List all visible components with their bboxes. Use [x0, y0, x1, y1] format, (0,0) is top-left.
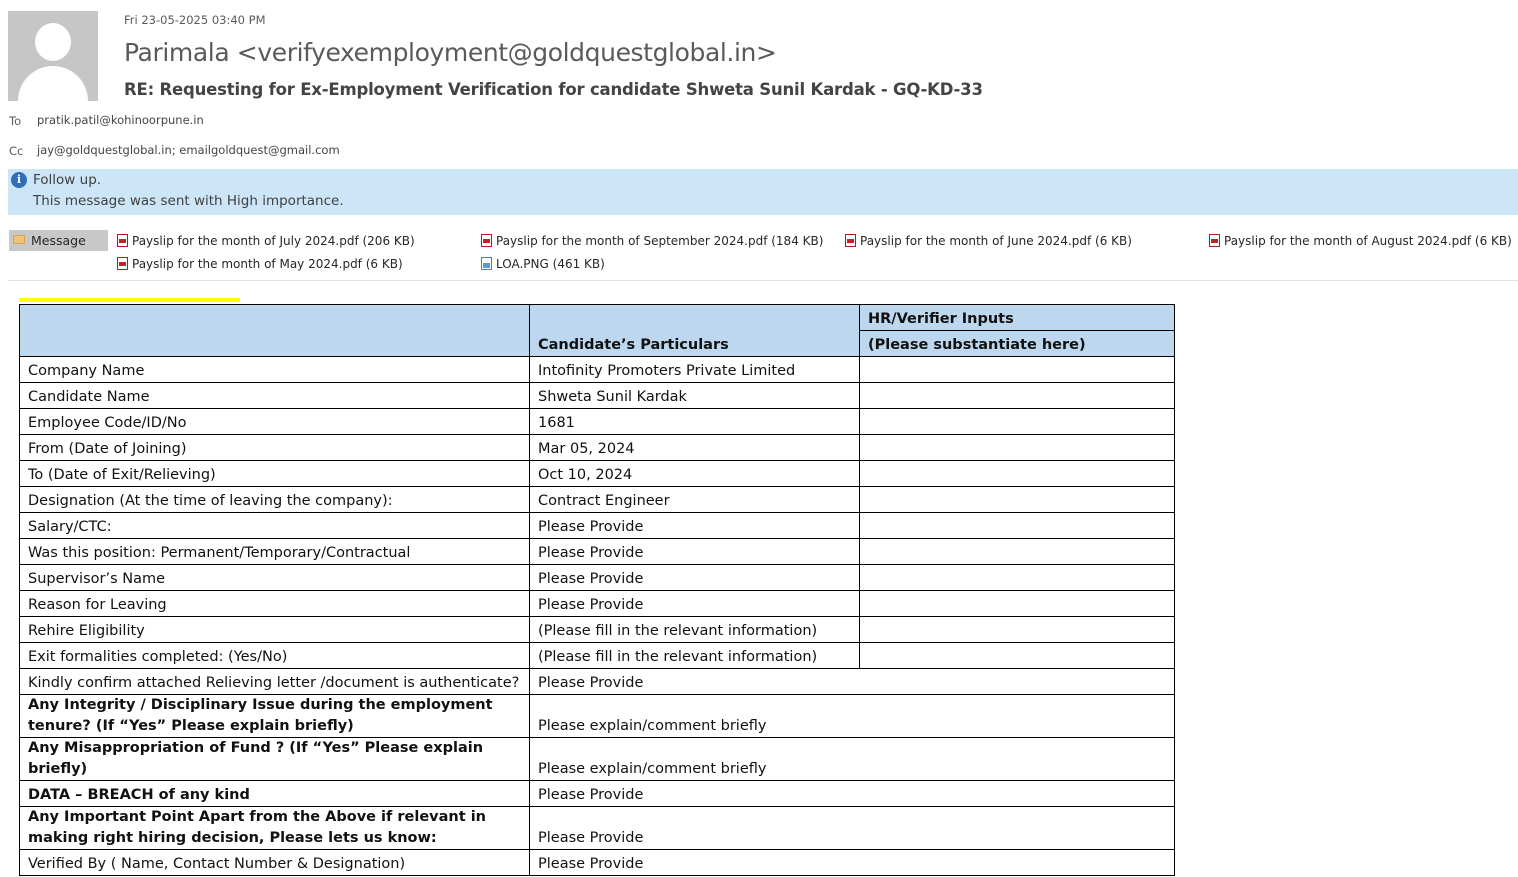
row-label: Designation (At the time of leaving the company):: [20, 487, 530, 513]
row-value: Please Provide: [530, 513, 860, 539]
yellow-highlight: [19, 298, 240, 302]
attachment-name: Payslip for the month of August 2024.pdf (6 KB): [1224, 234, 1512, 248]
hr-input-cell[interactable]: [860, 617, 1175, 643]
header-divider: [8, 280, 1518, 281]
pdf-icon: [845, 234, 856, 247]
row-value: Please Provide: [530, 850, 1175, 876]
row-label: Employee Code/ID/No: [20, 409, 530, 435]
verification-table: [19, 304, 1175, 876]
row-label: Was this position: Permanent/Temporary/Contractual: [20, 539, 530, 565]
table-row: [20, 383, 1175, 409]
row-label: Kindly confirm attached Relieving letter /document is authenticate?: [20, 669, 530, 695]
table-row: [20, 461, 1175, 487]
table-row: [20, 643, 1175, 669]
row-label: DATA – BREACH of any kind: [20, 781, 530, 807]
row-label: Reason for Leaving: [20, 591, 530, 617]
row-value: Please Provide: [530, 669, 1175, 695]
cc-label: Cc: [9, 144, 24, 158]
attachment-name: Payslip for the month of May 2024.pdf (6 KB): [132, 257, 403, 271]
row-label: Any Important Point Apart from the Above if relevant in making right hiring decision, Please lets us know:: [20, 807, 530, 850]
cc-recipients[interactable]: jay@goldquestglobal.in; emailgoldquest@gmail.com: [37, 143, 340, 157]
table-row: [20, 487, 1175, 513]
row-value: (Please fill in the relevant information): [530, 617, 860, 643]
row-value: Shweta Sunil Kardak: [530, 383, 860, 409]
email-subject: RE: Requesting for Ex-Employment Verification for candidate Shweta Sunil Kardak - GQ-KD-33: [124, 80, 983, 99]
row-label: Any Integrity / Disciplinary Issue during the employment tenure? (If “Yes” Please explain briefly): [20, 695, 530, 738]
row-value: Please Provide: [530, 591, 860, 617]
hr-input-cell[interactable]: [860, 487, 1175, 513]
header-substantiate: (Please substantiate here): [860, 331, 1175, 357]
envelope-icon: [13, 235, 25, 244]
table-row: [20, 781, 1175, 807]
attachment-item[interactable]: [117, 257, 403, 271]
avatar-head: [35, 23, 71, 61]
attachment-name: LOA.PNG (461 KB): [496, 257, 605, 271]
attachment-item[interactable]: [481, 257, 605, 271]
attachment-item[interactable]: [481, 234, 823, 248]
row-value: Please explain/comment briefly: [530, 738, 1175, 781]
attachment-item[interactable]: [845, 234, 1132, 248]
table-row: [20, 357, 1175, 383]
table-row: [20, 807, 1175, 850]
header-hr-verifier-inputs: HR/Verifier Inputs: [860, 305, 1175, 331]
attachment-item[interactable]: [1209, 234, 1512, 248]
table-row: [20, 513, 1175, 539]
row-label: Company Name: [20, 357, 530, 383]
row-value: Mar 05, 2024: [530, 435, 860, 461]
hr-input-cell[interactable]: [860, 357, 1175, 383]
row-label: From (Date of Joining): [20, 435, 530, 461]
hr-input-cell[interactable]: [860, 383, 1175, 409]
info-importance: This message was sent with High importance.: [33, 193, 344, 209]
hr-input-cell[interactable]: [860, 539, 1175, 565]
row-value: Intofinity Promoters Private Limited: [530, 357, 860, 383]
message-tab[interactable]: [9, 230, 108, 251]
attachment-name: Payslip for the month of July 2024.pdf (206 KB): [132, 234, 415, 248]
sent-date: Fri 23-05-2025 03:40 PM: [124, 13, 266, 27]
row-value: Oct 10, 2024: [530, 461, 860, 487]
to-recipient[interactable]: pratik.patil@kohinoorpune.in: [37, 113, 204, 127]
info-follow-up: Follow up.: [33, 172, 102, 188]
hr-input-cell[interactable]: [860, 409, 1175, 435]
row-value: Please Provide: [530, 807, 1175, 850]
row-label: Candidate Name: [20, 383, 530, 409]
attachment-item[interactable]: [117, 234, 415, 248]
row-value: 1681: [530, 409, 860, 435]
row-label: Salary/CTC:: [20, 513, 530, 539]
hr-input-cell[interactable]: [860, 435, 1175, 461]
row-label: To (Date of Exit/Relieving): [20, 461, 530, 487]
attachment-name: Payslip for the month of September 2024.pdf (184 KB): [496, 234, 824, 248]
sender[interactable]: Parimala <verifyexemployment@goldquestglobal.in>: [124, 38, 777, 67]
table-row: [20, 565, 1175, 591]
row-value: Contract Engineer: [530, 487, 860, 513]
avatar-body: [18, 66, 88, 101]
header-blank-cell: [20, 305, 530, 357]
hr-input-cell[interactable]: [860, 513, 1175, 539]
row-label: Rehire Eligibility: [20, 617, 530, 643]
table-row: [20, 591, 1175, 617]
table-header-row: [20, 305, 1175, 331]
header-candidate-particulars: Candidate’s Particulars: [530, 305, 860, 357]
table-row: [20, 669, 1175, 695]
row-label: Verified By ( Name, Contact Number & Designation): [20, 850, 530, 876]
pdf-icon: [1209, 234, 1220, 247]
row-value: Please Provide: [530, 539, 860, 565]
sender-avatar: [8, 11, 98, 101]
row-label: Any Misappropriation of Fund ? (If “Yes” Please explain briefly): [20, 738, 530, 781]
table-row: [20, 738, 1175, 781]
table-row: [20, 435, 1175, 461]
row-value: (Please fill in the relevant information): [530, 643, 860, 669]
pdf-icon: [481, 234, 492, 247]
to-label: To: [9, 114, 22, 128]
hr-input-cell[interactable]: [860, 643, 1175, 669]
table-row: [20, 409, 1175, 435]
row-value: Please Provide: [530, 565, 860, 591]
table-row: [20, 617, 1175, 643]
pdf-icon: [117, 257, 128, 270]
hr-input-cell[interactable]: [860, 461, 1175, 487]
attachment-name: Payslip for the month of June 2024.pdf (6 KB): [860, 234, 1132, 248]
pdf-icon: [117, 234, 128, 247]
table-row: [20, 539, 1175, 565]
info-icon: i: [11, 172, 27, 188]
info-bar: [8, 169, 1518, 215]
table-row: [20, 850, 1175, 876]
hr-input-cell[interactable]: [860, 591, 1175, 617]
row-label: Exit formalities completed: (Yes/No): [20, 643, 530, 669]
message-tab-label: Message: [31, 233, 86, 248]
row-label: Supervisor’s Name: [20, 565, 530, 591]
hr-input-cell[interactable]: [860, 565, 1175, 591]
table-row: [20, 695, 1175, 738]
row-value: Please explain/comment briefly: [530, 695, 1175, 738]
row-value: Please Provide: [530, 781, 1175, 807]
image-file-icon: [481, 257, 492, 270]
